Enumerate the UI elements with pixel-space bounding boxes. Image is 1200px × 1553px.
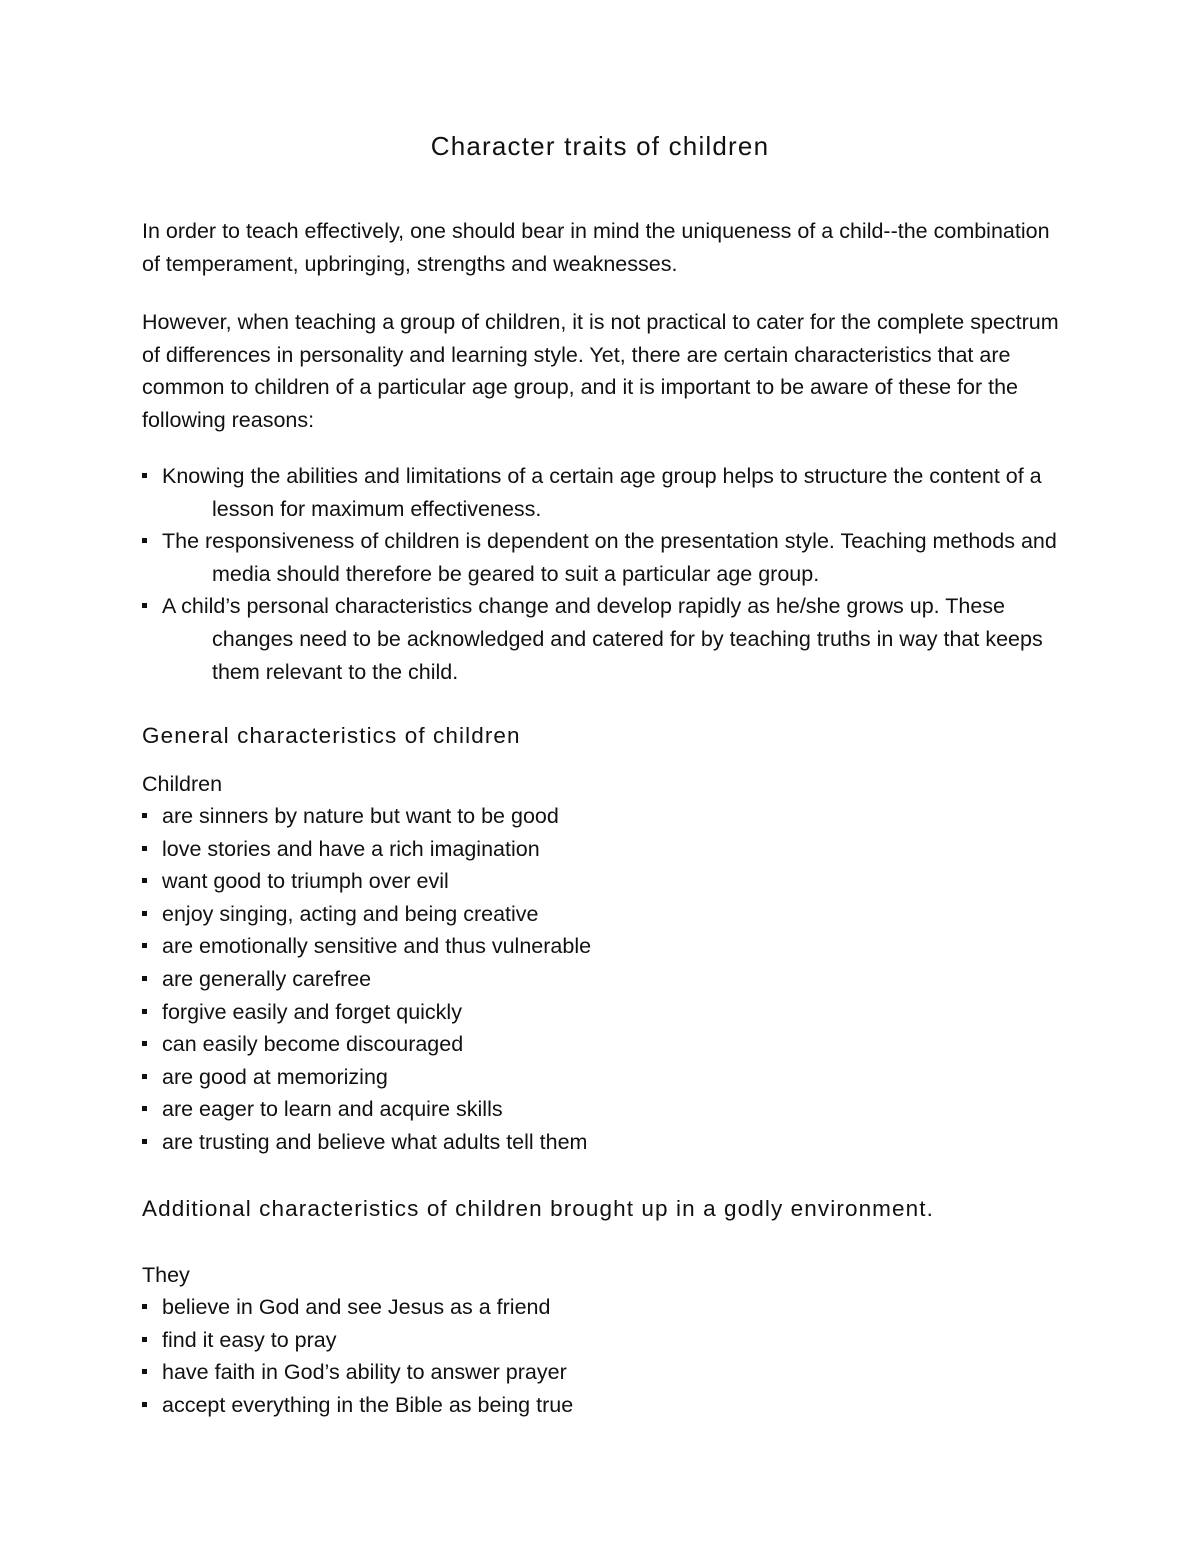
item-text: are eager to learn and acquire skills [162, 1097, 503, 1122]
item-text: believe in God and see Jesus as a friend [162, 1295, 551, 1319]
additional-characteristics-heading: Additional characteristics of children brought up in a godly environment. [142, 1196, 934, 1221]
general-characteristics-list [142, 800, 1062, 1159]
additional-characteristics-list [142, 1291, 1062, 1421]
list-item [142, 460, 1062, 525]
bullet-icon [142, 976, 147, 981]
item-text: are sinners by nature but want to be good [162, 804, 559, 828]
item-text: enjoy singing, acting and being creative [162, 901, 539, 926]
bullet-icon [142, 878, 147, 883]
bullet-icon [142, 1074, 147, 1079]
bullet-icon [142, 911, 147, 916]
list-item [142, 1126, 1062, 1159]
list-item [142, 1028, 1062, 1061]
list-item [142, 1356, 1062, 1389]
document-title: Character traits of children [430, 131, 770, 161]
list-item [142, 1324, 1062, 1357]
list-item [142, 996, 1062, 1029]
list-item [142, 898, 1062, 931]
bullet-icon [142, 1369, 147, 1374]
general-characteristics-heading: General characteristics of children [142, 723, 521, 748]
item-text: find it easy to pray [162, 1327, 337, 1352]
bullet-icon [142, 473, 147, 478]
item-text: are trusting and believe what adults tell them [162, 1129, 588, 1154]
item-text: are emotionally sensitive and thus vulnerable [162, 934, 592, 959]
item-text: accept everything in the Bible as being true [162, 1392, 574, 1417]
list-item [142, 525, 1062, 590]
bullet-icon [142, 846, 147, 851]
item-text: are good at memorizing [162, 1064, 388, 1089]
item-text: want good to triumph over evil [162, 869, 449, 894]
reasons-list [142, 460, 1062, 688]
bullet-icon [142, 1304, 147, 1309]
intro-paragraph: In order to teach effectively, one should bear in mind the uniqueness of a child--the combination of temperament, upbringing, strengths and weaknesses. [142, 219, 1050, 276]
item-text: are generally carefree [162, 966, 372, 991]
item-text: forgive easily and forget quickly [162, 999, 462, 1024]
bullet-icon [142, 538, 147, 543]
bullet-icon [142, 1009, 147, 1014]
bullet-icon [142, 1106, 147, 1111]
bullet-icon [142, 813, 147, 818]
list-item [142, 1061, 1062, 1094]
list-item [142, 930, 1062, 963]
list-item [142, 1291, 1062, 1324]
bullet-icon [142, 1402, 147, 1407]
list-item [142, 833, 1062, 866]
reason-text: A child’s personal characteristics change and develop rapidly as he/she grows up. These changes need to be acknowledged and catered for by teaching truths in way that keeps them relevant to the child. [162, 594, 1043, 684]
list-item [142, 1093, 1062, 1126]
bullet-icon [142, 603, 147, 608]
bullet-icon [142, 1337, 147, 1342]
item-text: have faith in God’s ability to answer prayer [162, 1360, 567, 1385]
list-item [142, 1389, 1062, 1422]
bullet-icon [142, 1139, 147, 1144]
bullet-icon [142, 1041, 147, 1046]
list-item [142, 865, 1062, 898]
list-item [142, 590, 1062, 688]
general-lead-text: Children [142, 772, 223, 796]
item-text: can easily become discouraged [162, 1032, 464, 1057]
list-item [142, 963, 1062, 996]
additional-lead-text: They [142, 1263, 190, 1287]
bullet-icon [142, 943, 147, 948]
item-text: love stories and have a rich imagination [162, 836, 540, 861]
reason-text: Knowing the abilities and limitations of a certain age group helps to structure the content of a lesson for maximum effectiveness. [162, 464, 1042, 521]
list-item [142, 800, 1062, 833]
reason-text: The responsiveness of children is dependent on the presentation style. Teaching methods and media should therefore be geared to suit a particular age group. [162, 529, 1057, 586]
reasons-intro-paragraph: However, when teaching a group of children, it is not practical to cater for the complete spectrum of differences in personality and learning style. Yet, there are certain characteristics that are common to children of a particular age group, and it is important to be aware of these for the following reasons: [142, 310, 1059, 432]
